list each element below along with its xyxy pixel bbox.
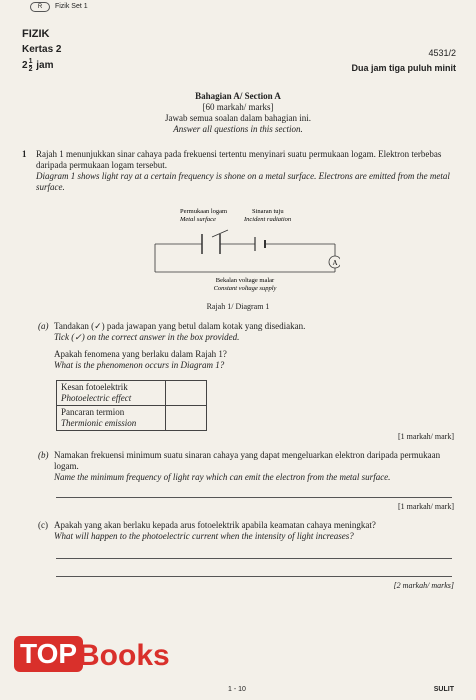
option-text-bm: Kesan fotoelektrik bbox=[61, 382, 128, 392]
part-a bbox=[38, 321, 448, 371]
subject-title: FIZIK bbox=[22, 28, 50, 40]
part-b-question-en: Name the minimum frequency of light ray which can emit the electron from the metal surface. bbox=[54, 472, 391, 482]
label-metal-bm: Permukaan logam bbox=[180, 208, 228, 215]
part-a-instruction-en: Tick (✓) on the correct answer in the box provided. bbox=[54, 332, 240, 342]
section-instruction-en: Answer all questions in this section. bbox=[173, 124, 303, 134]
option-text-en: Thermionic emission bbox=[61, 418, 137, 428]
question-text-en: Diagram 1 shows light ray at a certain frequency is shone on a metal surface. Electrons are emitted from the metal surface. bbox=[36, 171, 450, 192]
part-c-question-en: What will happen to the photoelectric current when the intensity of light increases? bbox=[54, 531, 354, 541]
label-supply-en: Constant voltage supply bbox=[213, 285, 277, 292]
paper-title: Kertas 2 bbox=[22, 44, 62, 55]
answer-line[interactable] bbox=[56, 497, 452, 498]
diagram-1 bbox=[150, 204, 340, 294]
section-title: Bahagian A/ Section A bbox=[195, 91, 281, 101]
duration-whole: 2 bbox=[22, 60, 28, 72]
label-light-bm: Sinaran tuju bbox=[252, 208, 284, 215]
part-b-marks: [1 markah/ mark] bbox=[398, 502, 454, 511]
option-label bbox=[57, 381, 166, 406]
question-number: 1 bbox=[22, 149, 27, 159]
diagram-caption: Rajah 1/ Diagram 1 bbox=[206, 302, 270, 311]
duration-text: Dua jam tiga puluh minit bbox=[351, 63, 456, 73]
duration bbox=[22, 58, 53, 73]
part-c bbox=[38, 520, 448, 542]
part-c-marks: [2 markah/ marks] bbox=[393, 581, 454, 590]
option-label bbox=[57, 406, 166, 431]
topbooks-watermark bbox=[14, 636, 204, 678]
answer-line[interactable] bbox=[56, 576, 452, 577]
sulit-label: SULIT bbox=[433, 686, 454, 693]
watermark-books: Books bbox=[78, 639, 170, 672]
series-label: Fizik Set 1 bbox=[54, 3, 88, 10]
part-a-label: (a) bbox=[38, 321, 49, 331]
label-light-en: Incident radiation bbox=[244, 216, 292, 223]
option-row bbox=[57, 381, 207, 406]
answer-options-table bbox=[56, 380, 207, 431]
part-c-question-bm: Apakah yang akan berlaku kepada arus fotoelektrik apabila keamatan cahaya meningkat? bbox=[54, 520, 376, 530]
duration-unit: jam bbox=[36, 60, 54, 72]
part-a-question-en: What is the phenomenon occurs in Diagram 1? bbox=[54, 360, 225, 370]
question-1 bbox=[22, 149, 458, 193]
answer-line[interactable] bbox=[56, 558, 452, 559]
option-text-en: Photoelectric effect bbox=[61, 393, 132, 403]
option-tick-box[interactable] bbox=[166, 406, 207, 431]
section-marks: [60 markah/ marks] bbox=[202, 102, 274, 112]
label-metal-en: Metal surface bbox=[180, 216, 216, 223]
watermark-top: TOP bbox=[14, 636, 83, 672]
option-text-bm: Pancaran termion bbox=[61, 407, 125, 417]
fraction-numerator: 1 bbox=[28, 58, 33, 65]
page-header bbox=[30, 2, 230, 14]
question-text-bm: Rajah 1 menunjukkan sinar cahaya pada frekuensi tertentu menyinari suatu permukaan logam. Elektron terbebas daripada permukaan logam tersebut. bbox=[36, 149, 442, 170]
label-supply-bm: Bekalan voltage malar bbox=[215, 277, 275, 284]
part-a-marks: [1 markah/ mark] bbox=[398, 432, 454, 441]
part-a-instruction-bm: Tandakan (✓) pada jawapan yang betul dalam kotak yang disediakan. bbox=[54, 321, 306, 331]
part-a-question-bm: Apakah fenomena yang berlaku dalam Rajah 1? bbox=[54, 349, 227, 359]
part-b-label: (b) bbox=[38, 450, 49, 460]
part-c-label: (c) bbox=[38, 520, 48, 530]
publisher-logo: R bbox=[30, 2, 50, 12]
ammeter-label: A bbox=[332, 259, 338, 267]
option-tick-box[interactable] bbox=[166, 381, 207, 406]
page-number: 1 - 10 bbox=[228, 686, 246, 693]
fraction-denominator: 2 bbox=[28, 66, 33, 73]
section-instruction-bm: Jawab semua soalan dalam bahagian ini. bbox=[165, 113, 311, 123]
duration-fraction bbox=[29, 58, 33, 73]
part-b bbox=[38, 450, 448, 483]
part-b-question-bm: Namakan frekuensi minimum suatu sinaran cahaya yang dapat mengeluarkan elektron daripada permukaan logam. bbox=[54, 450, 441, 471]
option-row bbox=[57, 406, 207, 431]
paper-code: 4531/2 bbox=[428, 48, 456, 58]
